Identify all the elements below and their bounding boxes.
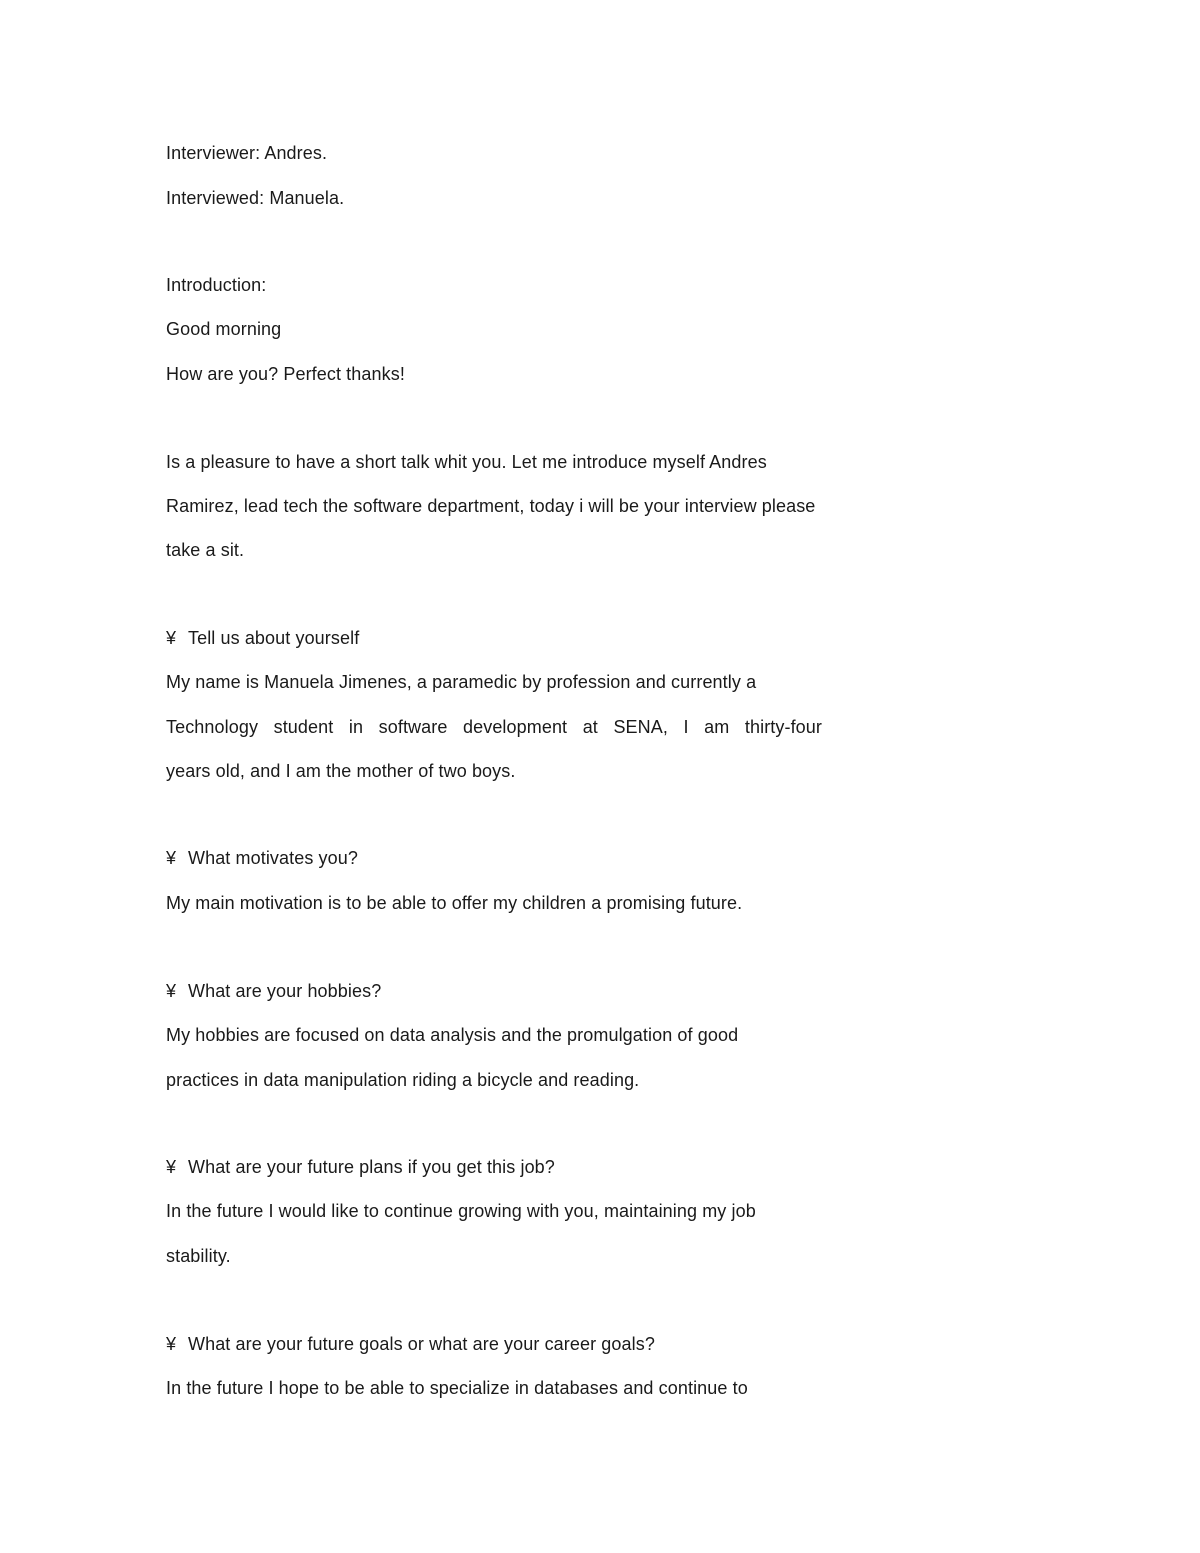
answer-line: My name is Manuela Jimenes, a paramedic by profession and currently a	[166, 672, 757, 692]
question-text: What are your hobbies?	[188, 981, 382, 1001]
greeting-exchange-line: How are you? Perfect thanks!	[166, 364, 405, 384]
question-heading	[166, 1155, 555, 1179]
bullet-glyph: ¥	[166, 628, 177, 648]
answer-line: Technology student in software development at SENA, I am thirty-four	[166, 717, 822, 737]
answer-line: years old, and I am the mother of two boys.	[166, 761, 516, 781]
intro-paragraph-line: take a sit.	[166, 540, 245, 560]
intro-paragraph-line: Is a pleasure to have a short talk whit you. Let me introduce myself Andres	[166, 452, 767, 472]
interviewed-line: Interviewed: Manuela.	[166, 188, 345, 208]
answer-line: In the future I would like to continue growing with you, maintaining my job	[166, 1201, 756, 1221]
question-heading	[166, 846, 358, 870]
bullet-glyph: ¥	[166, 848, 177, 868]
answer-line: stability.	[166, 1246, 231, 1266]
bullet-glyph: ¥	[166, 1334, 177, 1354]
question-text: What are your future goals or what are your career goals?	[188, 1334, 655, 1354]
bullet-glyph: ¥	[166, 981, 177, 1001]
answer-line: My hobbies are focused on data analysis and the promulgation of good	[166, 1025, 739, 1045]
question-text: Tell us about yourself	[188, 628, 360, 648]
question-heading	[166, 979, 381, 1003]
question-heading	[166, 626, 359, 650]
answer-line: My main motivation is to be able to offer my children a promising future.	[166, 893, 743, 913]
greeting-line: Good morning	[166, 319, 282, 339]
introduction-heading: Introduction:	[166, 275, 267, 295]
question-text: What motivates you?	[188, 848, 358, 868]
question-text: What are your future plans if you get this job?	[188, 1157, 555, 1177]
answer-line: practices in data manipulation riding a bicycle and reading.	[166, 1070, 640, 1090]
answer-line: In the future I hope to be able to specialize in databases and continue to	[166, 1378, 748, 1398]
bullet-glyph: ¥	[166, 1157, 177, 1177]
question-heading	[166, 1332, 655, 1356]
interviewer-line: Interviewer: Andres.	[166, 143, 328, 163]
intro-paragraph-line: Ramirez, lead tech the software department, today i will be your interview please	[166, 496, 816, 516]
